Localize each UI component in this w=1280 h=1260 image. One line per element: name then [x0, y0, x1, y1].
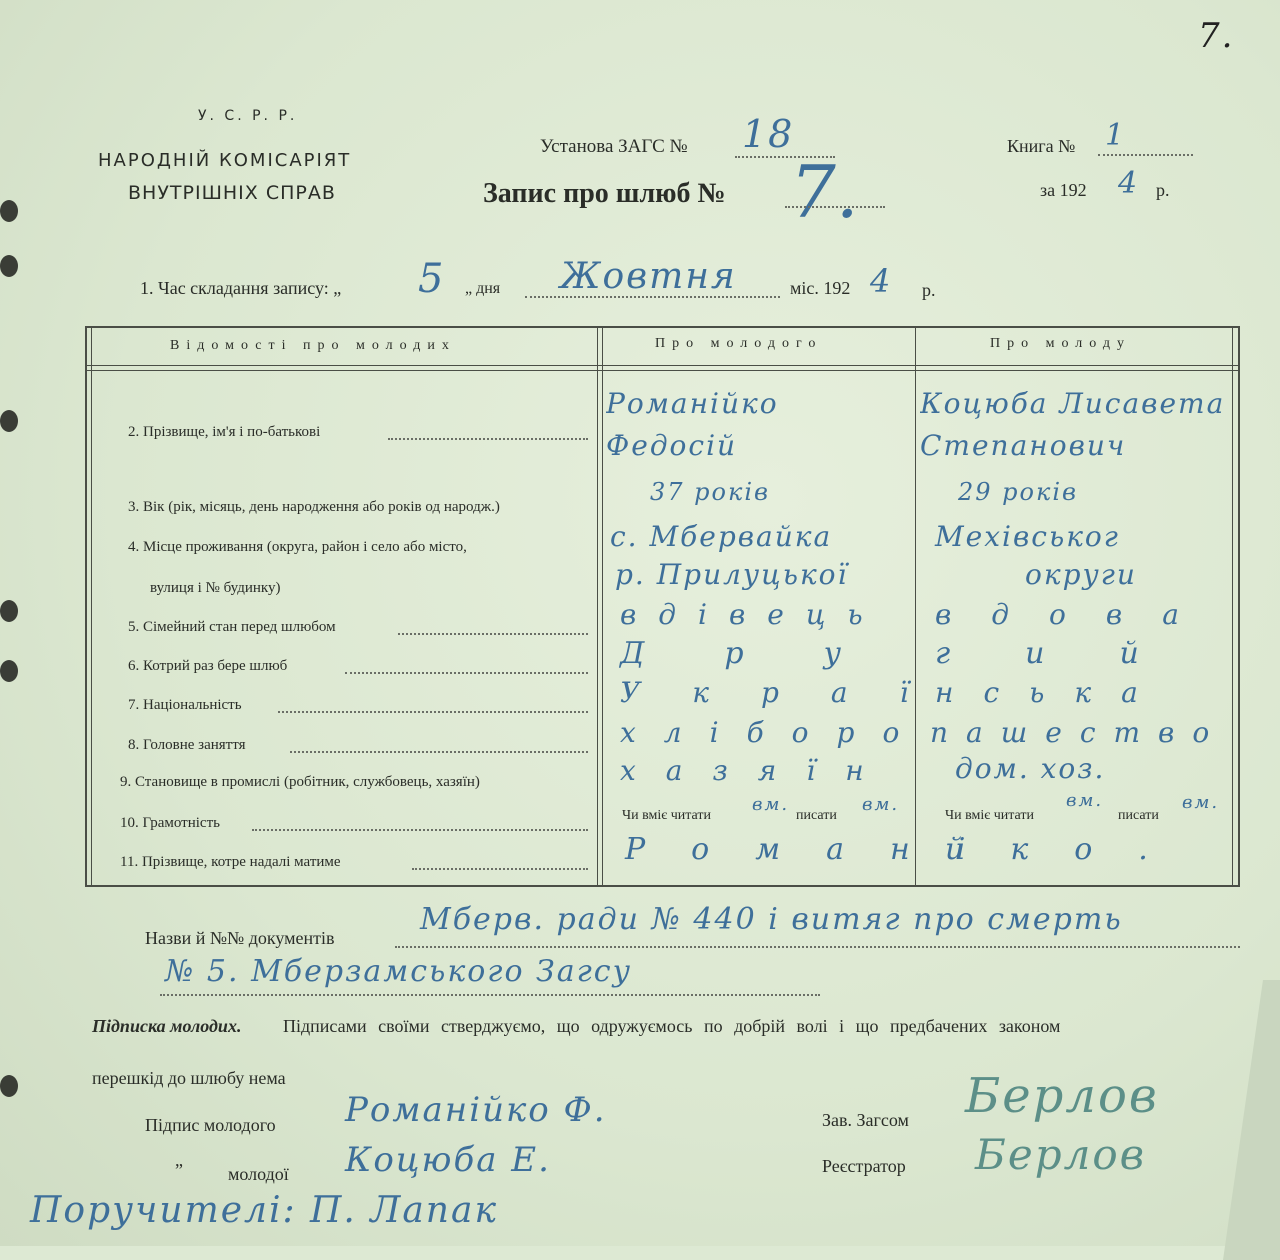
groom-signature: Романійко Ф.: [345, 1090, 607, 1130]
mis-label: міс. 192: [790, 278, 851, 298]
groom-write-value: вм.: [862, 794, 900, 815]
statement-text: Підписами своїми стверджуємо, що одружуємось по добрій волі і що предбачених законом: [283, 1016, 1061, 1036]
bride-residence-cont: округи: [1025, 558, 1137, 591]
groom-age: 37 років: [650, 478, 770, 506]
groom-status: хазяїн: [620, 754, 894, 787]
bride-occupation: пашество: [930, 716, 1228, 749]
row-label-occupation: 8. Головне заняття: [128, 737, 246, 753]
groom-marriage-count: Дру: [620, 636, 921, 671]
bride-age: 29 років: [958, 478, 1078, 506]
bride-name: Коцюба Лисавета Степанович: [920, 387, 1226, 462]
record-number: 7.: [790, 150, 859, 234]
head-label: Зав. Загсом: [822, 1110, 909, 1130]
dotted-line: [398, 633, 588, 635]
bride-read-value: вм.: [1066, 790, 1104, 811]
record-day: 5: [418, 256, 446, 302]
bride-signature-label: молодої: [228, 1164, 289, 1184]
table-border-left: [91, 326, 92, 886]
zags-number: 18: [742, 112, 795, 156]
table-border-right: [1232, 326, 1233, 886]
dotted-line: [1098, 154, 1193, 156]
table-border-top: [85, 326, 1240, 328]
registrar-label: Реєстратор: [822, 1156, 906, 1176]
bride-write-label: писати: [1118, 808, 1159, 823]
usrr-label: У. С. Р. Р.: [198, 108, 298, 124]
day-suffix: „ дня: [465, 280, 501, 297]
documents-line1: Мберв. ради № 440 і витяг про смерть: [420, 902, 1123, 937]
record-date-label: 1. Час складання запису: „: [140, 278, 342, 298]
punch-hole: [0, 200, 18, 222]
record-title: Запис про шлюб №: [483, 178, 726, 209]
groom-nationality: Украї: [620, 676, 961, 709]
punch-hole: [0, 410, 18, 432]
row-label-residence-cont: вулиця і № будинку): [150, 580, 281, 596]
table-column-divider: [602, 326, 603, 886]
punch-hole: [0, 255, 18, 277]
groom-read-label: Чи вміє читати: [622, 808, 712, 823]
punch-hole: [0, 1075, 18, 1097]
zags-label: Установа ЗАГС №: [540, 136, 688, 157]
commissariat-line1: НАРОДНІЙ КОМІСАРІЯТ: [98, 150, 352, 171]
documents-label: Назви й №№ документів: [145, 928, 335, 948]
row-label-marital-status: 5. Сімейний стан перед шлюбом: [128, 619, 336, 635]
row-label-name: 2. Прізвище, ім'я і по-батькові: [128, 424, 321, 440]
dotted-line: [395, 946, 1240, 948]
statement-heading: Підписка молодих.: [92, 1016, 242, 1036]
head-signature: Берлов: [965, 1068, 1159, 1124]
row-label-status: 9. Становище в промислі (робітник, службовець, хазяїн): [120, 774, 480, 790]
dotted-line: [345, 672, 588, 674]
bride-signature-quote: „: [175, 1150, 183, 1170]
col-header-groom: Про молодого: [655, 336, 823, 351]
table-border-left: [85, 326, 87, 886]
bride-name-cell: [920, 383, 1230, 463]
dotted-line: [388, 438, 588, 440]
bride-read-label: Чи вміє читати: [945, 808, 1035, 823]
row-label-residence: 4. Місце проживання (округа, район і село або місто,: [128, 539, 467, 555]
documents-line2: № 5. Мберзамського Загсу: [165, 954, 633, 989]
groom-residence: с. Мбервайка: [610, 520, 833, 553]
page-number: 7.: [1198, 16, 1235, 56]
bride-signature: Коцюба Е.: [345, 1140, 551, 1180]
row-label-marriage-count: 6. Котрий раз бере шлюб: [128, 658, 288, 674]
r-label: р.: [922, 280, 936, 300]
dotted-line: [278, 711, 588, 713]
book-number: 1: [1105, 118, 1127, 153]
dotted-line: [160, 994, 820, 996]
table-column-divider: [597, 326, 598, 886]
groom-occupation: хліборо: [620, 716, 928, 749]
book-label: Книга №: [1007, 136, 1076, 156]
guarantors: Поручителі: П. Лапак: [30, 1190, 498, 1231]
row-label-future-surname: 11. Прізвище, котре надалі матиме: [120, 854, 341, 870]
statement-line2: перешкід до шлюбу нема: [92, 1068, 286, 1088]
table-column-divider: [915, 326, 916, 886]
groom-name: Романійко Федосій: [606, 387, 779, 462]
table-header-divider: [85, 370, 1240, 371]
year-value: 4: [1118, 166, 1140, 201]
table-header-divider: [85, 365, 1240, 366]
year-label: за 192: [1040, 180, 1087, 200]
record-year: 4: [870, 262, 893, 300]
row-label-nationality: 7. Національність: [128, 697, 242, 713]
dotted-line: [252, 829, 588, 831]
dotted-line: [412, 868, 588, 870]
groom-future-surname: Романі: [625, 832, 1012, 867]
punch-hole: [0, 660, 18, 682]
dotted-line: [785, 206, 885, 208]
dotted-line: [525, 296, 780, 298]
groom-name-cell: [606, 383, 912, 463]
groom-residence-cont: р. Прилуцької: [615, 558, 849, 591]
groom-read-value: вм.: [752, 794, 790, 815]
year-r-label: р.: [1156, 180, 1170, 200]
col-header-bride: Про молоду: [990, 336, 1131, 351]
commissariat-line2: ВНУТРІШНІХ СПРАВ: [128, 182, 336, 204]
bride-residence: Мехівськог: [935, 520, 1120, 553]
groom-signature-label: Підпис молодого: [145, 1115, 276, 1135]
bride-marital-status: вдова: [935, 598, 1219, 631]
row-label-age: 3. Вік (рік, місяць, день народження або років од народж.): [128, 499, 500, 515]
bride-write-value: вм.: [1182, 792, 1220, 813]
registrar-signature: Берлов: [975, 1130, 1147, 1179]
bride-nationality: нська: [935, 676, 1168, 709]
col-header-info: Відомості про молодих: [170, 338, 456, 353]
table-border-right: [1238, 326, 1240, 886]
table-border-bottom: [85, 885, 1240, 887]
bride-future-surname: йко.: [945, 832, 1194, 867]
record-month: Жовтня: [560, 256, 737, 297]
groom-write-label: писати: [796, 808, 837, 823]
torn-edge: [1215, 980, 1280, 1260]
bride-marriage-count: гий: [935, 636, 1214, 671]
groom-marital-status: вдівець: [620, 598, 885, 631]
row-label-literacy: 10. Грамотність: [120, 815, 220, 831]
punch-hole: [0, 600, 18, 622]
dotted-line: [290, 751, 588, 753]
bride-status: дом. хоз.: [955, 752, 1106, 785]
